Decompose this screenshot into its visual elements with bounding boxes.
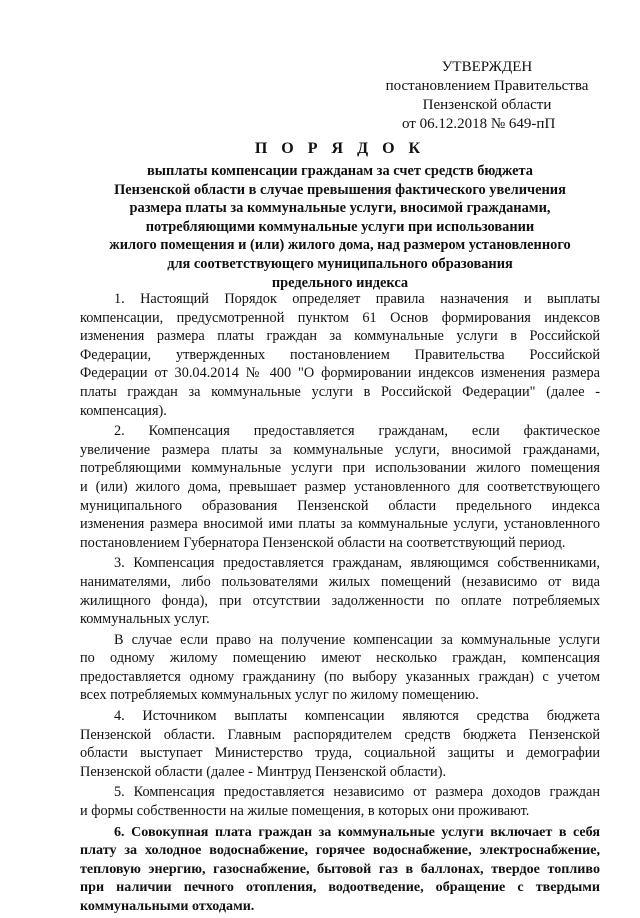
- paragraph-line: жилищного фонда), при отсутствии задолженности по оплате потребляемых: [80, 592, 600, 609]
- subtitle-line: потребляющими коммунальные услуги при использовании: [145, 218, 535, 235]
- paragraph-line: предоставляется одному гражданину (по выбору указанных граждан) с учетом: [80, 668, 600, 685]
- paragraph-line: всех потребляемых коммунальных услуг по жилому помещению.: [80, 687, 479, 704]
- paragraph-line: 5. Компенсация предоставляется независимо от размера доходов граждан: [114, 784, 600, 801]
- paragraph-2: [80, 422, 600, 552]
- paragraph-line: платы граждан за коммунальные услуги в Российской Федерации" (далее -: [80, 383, 600, 400]
- paragraph-line: и формы собственности на жилые помещения, в которых они проживают.: [80, 803, 530, 820]
- paragraph-line: по одному жилому помещению имеют несколько граждан, компенсация: [80, 650, 600, 667]
- paragraph-3-continued: [80, 631, 600, 705]
- paragraph-line: Федерации от 30.04.2014 № 400 "О формировании индексов изменения размера: [80, 365, 600, 382]
- paragraph-line: увеличение размера платы за коммунальные услуги, вносимой гражданами,: [80, 441, 600, 458]
- paragraph-3: [80, 554, 600, 628]
- paragraph-6: [80, 823, 600, 916]
- paragraph-line: 6. Совокупная плата граждан за коммунальные услуги включает в себя: [114, 823, 600, 840]
- paragraph-line: плату за холодное водоснабжение, горячее водоснабжение, электроснабжение,: [80, 842, 600, 859]
- subtitle-line: для соответствующего муниципального образования: [167, 255, 513, 272]
- paragraph-line: коммунальных услуг.: [80, 611, 210, 628]
- paragraph-line: и (или) жилого дома, превышает размер установленного для соответствующего: [80, 478, 600, 495]
- paragraph-line: потребляющими коммунальные услуги при использовании жилого помещения: [80, 460, 600, 477]
- paragraph-line: области выступает Министерство труда, социальной защиты и демографии: [80, 745, 600, 762]
- paragraph-line: Федерации, утвержденных постановлением Правительства Российской: [80, 346, 600, 363]
- subtitle-line: Пензенской области в случае превышения фактического увеличения: [114, 181, 566, 198]
- paragraph-line: муниципального образования Пензенской области предельного индекса: [80, 497, 600, 514]
- approval-heading: УТВЕРЖДЕН: [441, 59, 533, 75]
- paragraph-line: тепловую энергию, газоснабжение, бытовой газ в баллонах, твердое топливо: [80, 860, 600, 877]
- subtitle-line: размера платы за коммунальные услуги, вносимой гражданами,: [129, 200, 551, 217]
- paragraph-1: [80, 290, 600, 420]
- paragraph-5: [80, 783, 600, 820]
- document-title-block: [80, 138, 600, 292]
- paragraph-line: компенсации, предусмотренной пунктом 61 Основ формирования индексов: [80, 309, 600, 326]
- document-body: [80, 290, 600, 918]
- paragraph-line: 3. Компенсация предоставляется гражданам, являющимся собственниками,: [114, 555, 600, 572]
- subtitle-line: выплаты компенсации гражданам за счет средств бюджета: [147, 163, 533, 179]
- paragraph-4: [80, 707, 600, 781]
- paragraph-line: постановлением Губернатора Пензенской области на соответствующий период.: [80, 534, 566, 551]
- paragraph-line: изменения размера вносимой ими платы за коммунальные услуги, установленного: [80, 516, 600, 533]
- subtitle-line: жилого помещения и (или) жилого дома, над размером установленного: [109, 237, 571, 254]
- approval-date-number: от 06.12.2018 № 649-пП: [402, 116, 556, 132]
- paragraph-line: при наличии печного отопления, водоотведение, обращение с твердыми: [80, 879, 600, 896]
- paragraph-line: Пензенской области. Главным распорядителем средств бюджета Пензенской: [80, 726, 600, 743]
- document-subtitle: [80, 162, 600, 292]
- paragraph-line: В случае если право на получение компенсации за коммунальные услуги: [114, 631, 600, 648]
- subtitle-line: предельного индекса: [271, 274, 409, 291]
- paragraph-line: 4. Источником выплаты компенсации являются средства бюджета: [114, 708, 600, 725]
- paragraph-line: 1. Настоящий Порядок определяет правила назначения и выплаты: [114, 291, 600, 307]
- approval-stamp: [372, 58, 602, 134]
- paragraph-line: 2. Компенсация предоставляется гражданам, если фактическое: [114, 423, 600, 440]
- paragraph-line: изменения размера платы граждан за коммунальные услуги в Российской: [80, 328, 600, 345]
- approval-decree: постановлением Правительства: [385, 78, 589, 94]
- paragraph-line: коммунальными отходами.: [80, 898, 255, 914]
- paragraph-line: Пензенской области (далее - Минтруд Пензенской области).: [80, 763, 447, 780]
- paragraph-line: компенсация).: [80, 402, 167, 419]
- approval-region: Пензенской области: [422, 97, 552, 113]
- paragraph-line: нанимателями, либо пользователями жилых помещений (независимо от вида: [80, 573, 600, 590]
- document-title: П О Р Я Д О К: [254, 140, 426, 157]
